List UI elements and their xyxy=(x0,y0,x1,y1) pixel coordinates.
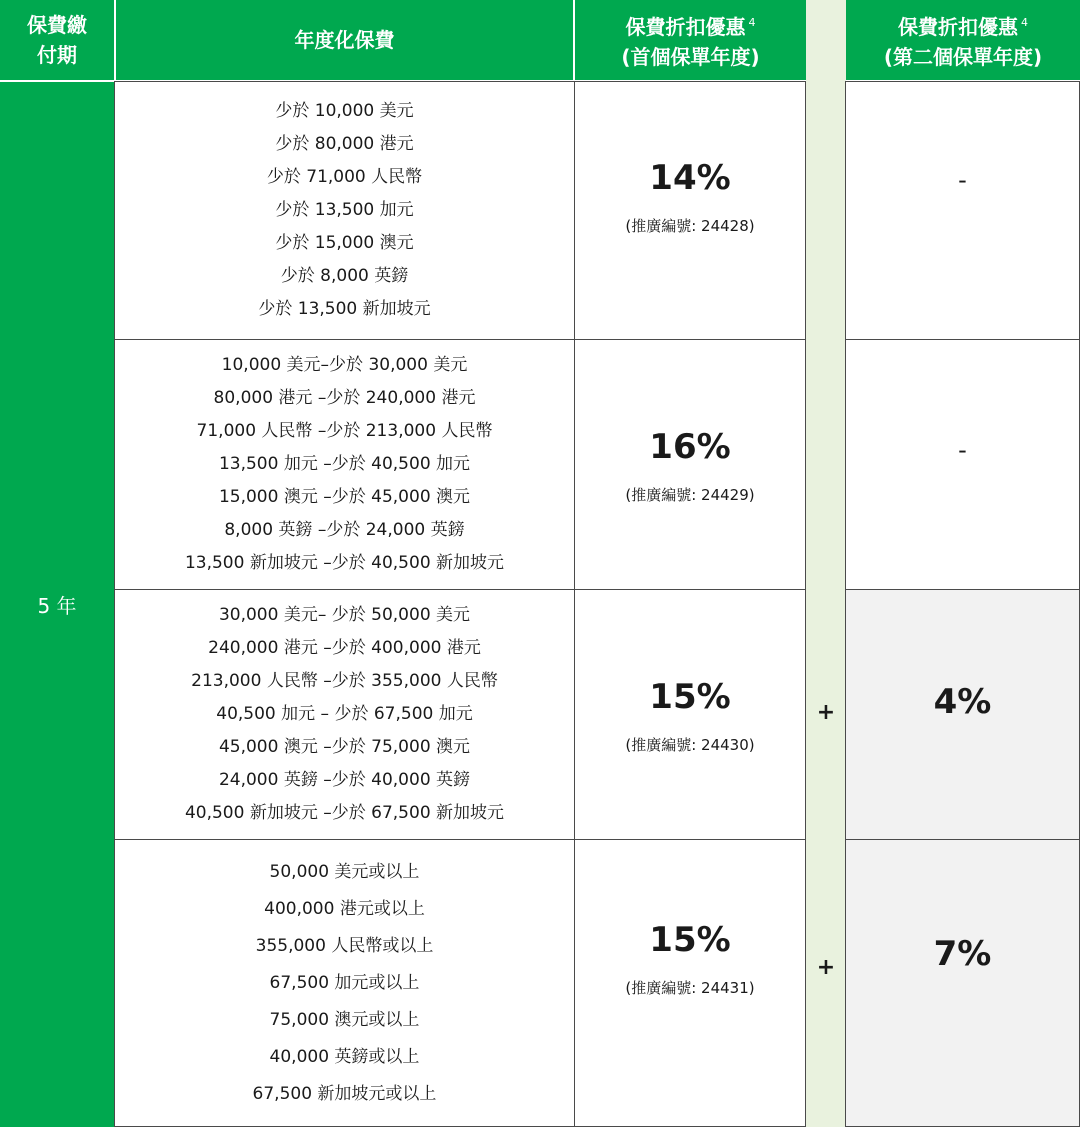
promo-code: (推廣編號: 24429) xyxy=(625,485,755,504)
footnote-marker: 4 xyxy=(1021,16,1028,29)
term-cell xyxy=(0,82,114,1127)
tier-line: 40,000 英鎊或以上 xyxy=(269,1046,420,1067)
tier-line: 50,000 美元或以上 xyxy=(269,861,420,882)
tier-line: 13,500 新加坡元 –少於 40,500 新加坡元 xyxy=(184,553,505,573)
promo-code: (推廣編號: 24430) xyxy=(625,735,755,754)
discount-percent: 15% xyxy=(649,676,731,717)
table-row-2-discount-first xyxy=(575,340,806,590)
tier-line: 少於 71,000 人民幣 xyxy=(266,167,423,187)
tier-line: 少於 13,500 加元 xyxy=(275,200,414,220)
header-premium-label: 年度化保費 xyxy=(294,28,395,52)
tier-line: 75,000 澳元或以上 xyxy=(269,1009,420,1030)
tier-line: 213,000 人民幣 –少於 355,000 人民幣 xyxy=(191,671,498,691)
discount-percent: 14% xyxy=(649,157,731,198)
tier-line: 67,500 加元或以上 xyxy=(269,972,420,993)
tier-line: 80,000 港元 –少於 240,000 港元 xyxy=(213,388,476,408)
discount-second-value: - xyxy=(958,166,967,194)
tier-line: 少於 15,000 澳元 xyxy=(275,233,414,253)
tier-line: 355,000 人民幣或以上 xyxy=(255,935,434,956)
table-row-2-tiers xyxy=(115,340,575,590)
discount-second-value: - xyxy=(958,436,967,464)
table-row-4-discount-first xyxy=(575,840,806,1127)
header-discount-second xyxy=(846,0,1080,80)
tier-line: 240,000 港元 –少於 400,000 港元 xyxy=(208,638,481,658)
discount-percent: 15% xyxy=(649,920,731,960)
header-discount-first-subtitle: (首個保單年度) xyxy=(621,45,760,69)
table-row-2-discount-second xyxy=(846,340,1080,590)
plus-sign: + xyxy=(816,955,836,980)
tier-line: 40,500 新加坡元 –少於 67,500 新加坡元 xyxy=(184,803,505,823)
tier-line: 少於 80,000 港元 xyxy=(275,134,414,154)
promo-code: (推廣編號: 24431) xyxy=(625,979,755,997)
tier-line: 少於 8,000 英鎊 xyxy=(280,266,409,286)
tier-line: 15,000 澳元 –少於 45,000 澳元 xyxy=(218,487,471,507)
tier-line: 8,000 英鎊 –少於 24,000 英鎊 xyxy=(224,520,465,540)
header-discount-second-title: 保費折扣優惠 $^4$ xyxy=(898,15,1028,39)
discount-second-value: 7% xyxy=(933,934,992,974)
tier-line: 40,500 加元 – 少於 67,500 加元 xyxy=(216,704,473,724)
header-premium xyxy=(116,0,573,80)
tier-line: 400,000 港元或以上 xyxy=(264,898,425,919)
tier-line: 少於 10,000 美元 xyxy=(275,101,414,121)
tier-line: 30,000 美元– 少於 50,000 美元 xyxy=(218,605,471,625)
tier-line: 13,500 加元 –少於 40,500 加元 xyxy=(218,454,471,474)
table-row-1-discount-first xyxy=(575,82,806,340)
tier-line: 67,500 新加坡元或以上 xyxy=(252,1083,437,1104)
table-row-1-discount-second xyxy=(846,82,1080,340)
header-discount-second-subtitle: (第二個保單年度) xyxy=(883,45,1043,69)
tier-line: 71,000 人民幣 –少於 213,000 人民幣 xyxy=(196,421,493,441)
footnote-marker: 4 xyxy=(748,16,756,29)
header-term xyxy=(0,0,114,80)
discount-second-value: 4% xyxy=(933,682,992,722)
header-discount-first-title: 保費折扣優惠 $^4$ xyxy=(625,15,756,39)
table-row-3-tiers xyxy=(115,590,575,840)
tier-line: 45,000 澳元 –少於 75,000 澳元 xyxy=(218,737,471,757)
plus-sign: + xyxy=(816,700,836,725)
table-row-3-discount-second xyxy=(846,590,1080,840)
tier-line: 少於 13,500 新加坡元 xyxy=(258,299,431,319)
header-term-line2: 付期 xyxy=(37,43,77,67)
tier-line: 10,000 美元–少於 30,000 美元 xyxy=(221,355,468,375)
table-row-1-tiers xyxy=(115,82,575,340)
table-row-4-tiers xyxy=(115,840,575,1127)
table-row-3-discount-first xyxy=(575,590,806,840)
header-discount-first xyxy=(575,0,806,80)
discount-percent: 16% xyxy=(649,426,731,467)
promo-code: (推廣編號: 24428) xyxy=(625,216,755,235)
table-row-4-discount-second xyxy=(846,840,1080,1127)
term-value: 5 年 xyxy=(37,594,77,618)
header-term-line1: 保費繳 xyxy=(27,13,87,37)
tier-line: 24,000 英鎊 –少於 40,000 英鎊 xyxy=(218,770,471,790)
